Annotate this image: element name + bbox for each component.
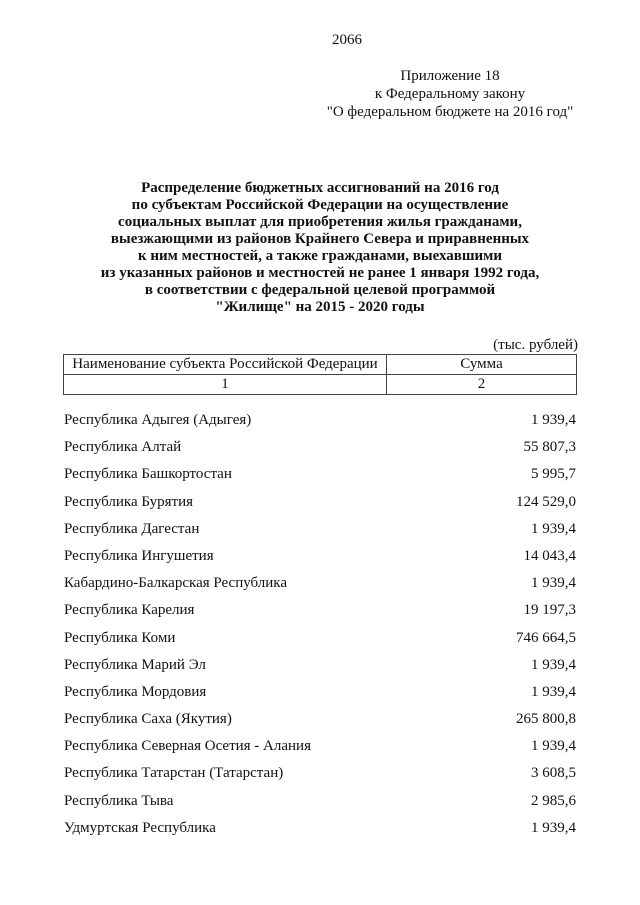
- table-row: [64, 575, 576, 602]
- table-row: [64, 412, 576, 439]
- document-title: [60, 180, 580, 316]
- column-number-row: [64, 375, 577, 395]
- region-name: Республика Бурятия: [64, 493, 194, 510]
- title-line: из указанных районов и местностей не ранее 1 января 1992 года,: [100, 265, 540, 281]
- amount: 19 197,3: [523, 602, 576, 619]
- table-row: [64, 521, 576, 548]
- column-header-amount: Сумма: [387, 355, 577, 375]
- amount: 3 608,5: [531, 765, 576, 782]
- region-name: Республика Карелия: [64, 602, 195, 619]
- amount: 1 939,4: [531, 520, 576, 537]
- title-line: "Жилище" на 2015 - 2020 годы: [215, 299, 425, 315]
- amount: 2 985,6: [531, 792, 576, 809]
- amount: 1 939,4: [531, 656, 576, 673]
- title-line: по субъектам Российской Федерации на осуществление: [131, 197, 509, 213]
- table-row: [64, 439, 576, 466]
- page-number: 2066: [332, 32, 362, 48]
- table-header: [63, 354, 577, 395]
- units-label: (тыс. рублей): [493, 337, 578, 353]
- column-number: 1: [64, 375, 387, 395]
- table-row: [64, 494, 576, 521]
- table-row: [64, 793, 576, 820]
- region-name: Республика Тыва: [64, 792, 174, 809]
- appendix-line: "О федеральном бюджете на 2016 год": [326, 104, 574, 120]
- region-name: Республика Ингушетия: [64, 547, 214, 564]
- appendix-line: Приложение 18: [400, 68, 500, 84]
- region-name: Республика Татарстан (Татарстан): [64, 765, 284, 782]
- region-name: Удмуртская Республика: [64, 819, 216, 836]
- table-row: [64, 738, 576, 765]
- amount: 1 939,4: [531, 819, 576, 836]
- table-row: [64, 630, 576, 657]
- region-name: Республика Дагестан: [64, 520, 200, 537]
- table-row: [64, 602, 576, 629]
- header-row: [64, 355, 577, 375]
- region-name: Республика Алтай: [64, 439, 182, 456]
- region-name: Республика Северная Осетия - Алания: [64, 738, 311, 755]
- appendix-line: к Федеральному закону: [374, 86, 526, 102]
- table-row: [64, 466, 576, 493]
- table-row: [64, 765, 576, 792]
- amount: 1 939,4: [531, 412, 576, 428]
- region-name: Кабардино-Балкарская Республика: [64, 575, 288, 592]
- region-name: Республика Адыгея (Адыгея): [64, 412, 252, 428]
- amount: 746 664,5: [516, 629, 576, 646]
- appendix-reference: [300, 67, 600, 121]
- column-number: 2: [387, 375, 577, 395]
- region-name: Республика Саха (Якутия): [64, 711, 232, 728]
- amount: 55 807,3: [523, 439, 576, 456]
- column-header-name: Наименование субъекта Российской Федерации: [64, 355, 387, 375]
- region-name: Республика Коми: [64, 629, 176, 646]
- table-row: [64, 711, 576, 738]
- region-name: Республика Мордовия: [64, 683, 207, 700]
- amount: 14 043,4: [523, 547, 576, 564]
- table-row: [64, 548, 576, 575]
- table-row: [64, 820, 576, 847]
- amount: 265 800,8: [516, 711, 576, 728]
- amount: 124 529,0: [516, 493, 576, 510]
- region-name: Республика Башкортостан: [64, 466, 232, 483]
- amount: 1 939,4: [531, 683, 576, 700]
- table-body: [64, 412, 576, 847]
- title-line: Распределение бюджетных ассигнований на 2016 год: [141, 180, 499, 196]
- title-line: к ним местностей, а также гражданами, выехавшими: [137, 248, 503, 264]
- amount: 1 939,4: [531, 575, 576, 592]
- region-name: Республика Марий Эл: [64, 656, 206, 673]
- title-line: в соответствии с федеральной целевой программой: [144, 282, 496, 298]
- table-row: [64, 684, 576, 711]
- amount: 5 995,7: [531, 466, 576, 483]
- table-row: [64, 657, 576, 684]
- title-line: выезжающими из районов Крайнего Севера и приравненных: [110, 231, 530, 247]
- title-line: социальных выплат для приобретения жилья гражданами,: [118, 214, 522, 230]
- amount: 1 939,4: [531, 738, 576, 755]
